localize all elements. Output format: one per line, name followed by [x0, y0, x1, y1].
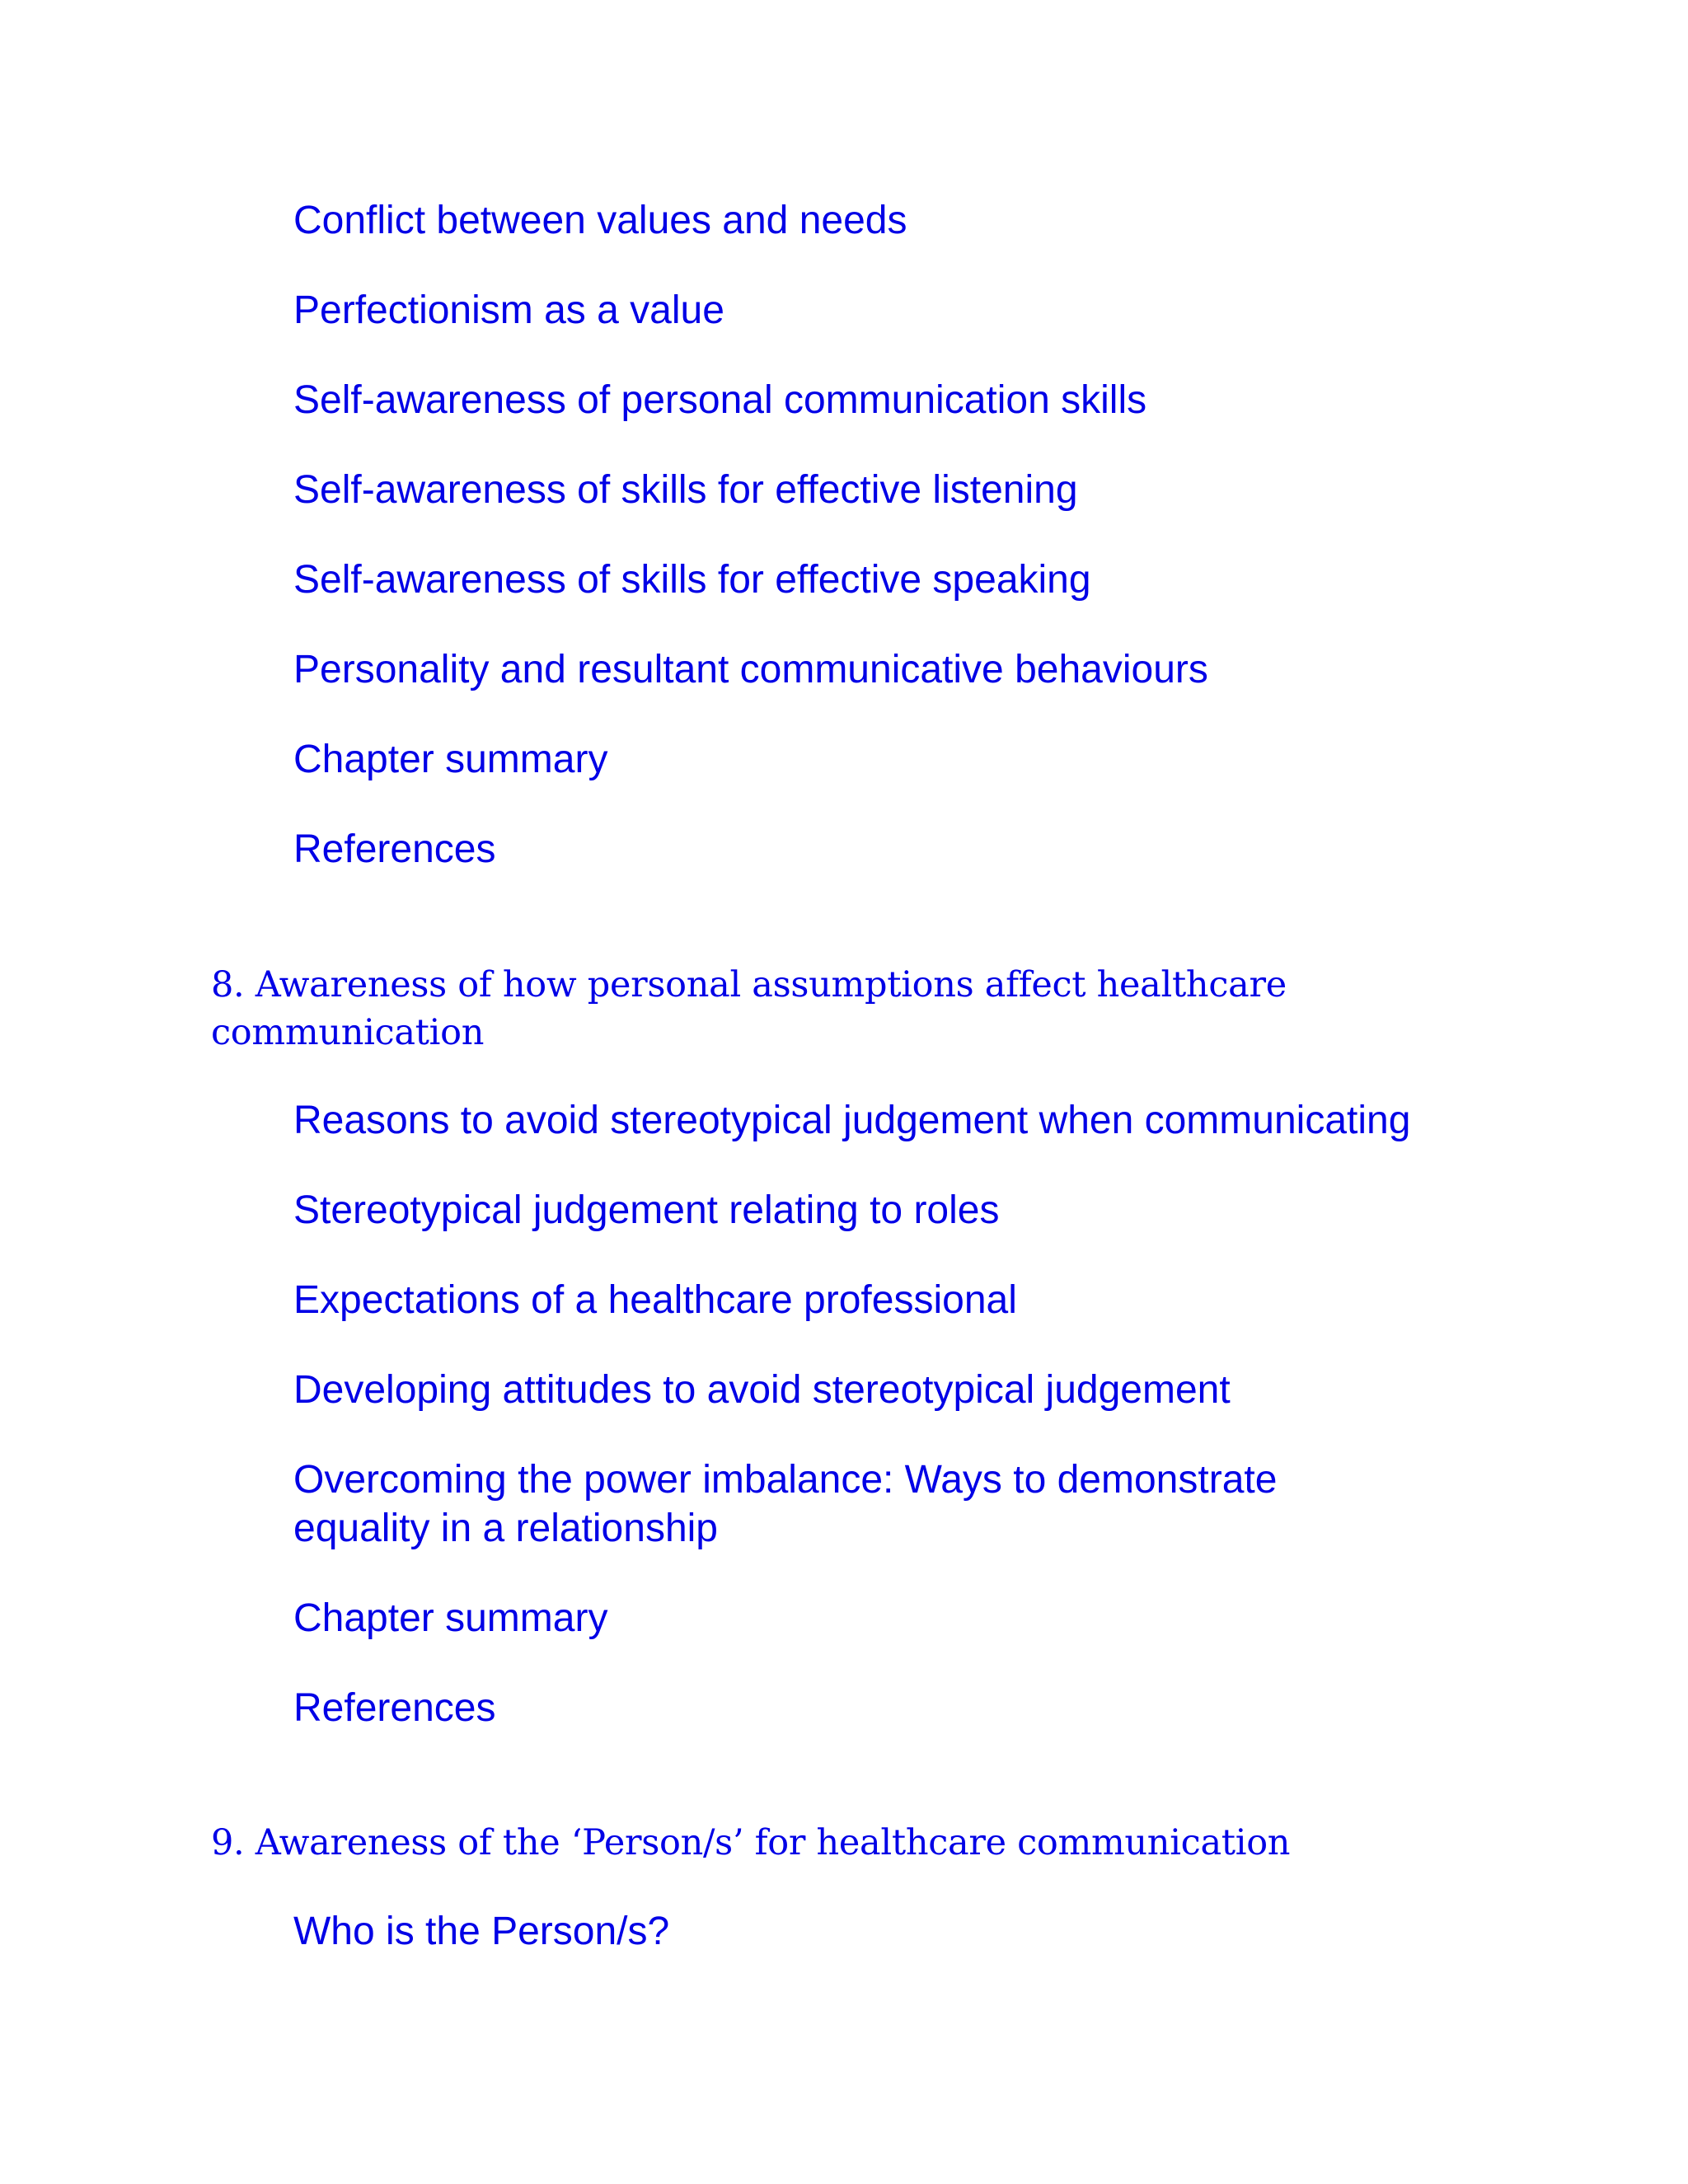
toc-link-references[interactable]: References [293, 827, 496, 871]
toc-link-who-is-person[interactable]: Who is the Person/s? [293, 1910, 670, 1953]
toc-link-self-awareness-speaking[interactable]: Self-awareness of skills for effective speaking [293, 558, 1091, 602]
toc-link-conflict-values-needs[interactable]: Conflict between values and needs [293, 199, 907, 242]
toc-link-stereotypical-roles[interactable]: Stereotypical judgement relating to roles [293, 1188, 1000, 1232]
toc-link-power-imbalance-cont[interactable]: equality in a relationship [293, 1507, 718, 1550]
toc-link-avoid-stereotypical-judgement[interactable]: Reasons to avoid stereotypical judgement when communicating [293, 1099, 1411, 1142]
toc-link-references[interactable]: References [293, 1686, 496, 1730]
toc-link-expectations-professional[interactable]: Expectations of a healthcare professional [293, 1278, 1017, 1322]
toc-link-self-awareness-listening[interactable]: Self-awareness of skills for effective listening [293, 468, 1078, 512]
toc-link-personality-behaviours[interactable]: Personality and resultant communicative behaviours [293, 648, 1208, 691]
toc-link-chapter-summary[interactable]: Chapter summary [293, 1596, 608, 1640]
toc-link-developing-attitudes[interactable]: Developing attitudes to avoid stereotypical judgement [293, 1368, 1231, 1412]
toc-chapter-9-title[interactable]: 9. Awareness of the ‘Person/s’ for healthcare communication [211, 1822, 1291, 1863]
toc-link-power-imbalance[interactable]: Overcoming the power imbalance: Ways to demonstrate [293, 1458, 1278, 1502]
toc-chapter-8-title-cont[interactable]: communication [211, 1012, 485, 1053]
toc-link-self-awareness-communication[interactable]: Self-awareness of personal communication skills [293, 378, 1147, 422]
toc-link-chapter-summary[interactable]: Chapter summary [293, 738, 608, 781]
toc-chapter-8-title[interactable]: 8. Awareness of how personal assumptions affect healthcare [211, 964, 1287, 1005]
toc-link-perfectionism[interactable]: Perfectionism as a value [293, 288, 724, 332]
